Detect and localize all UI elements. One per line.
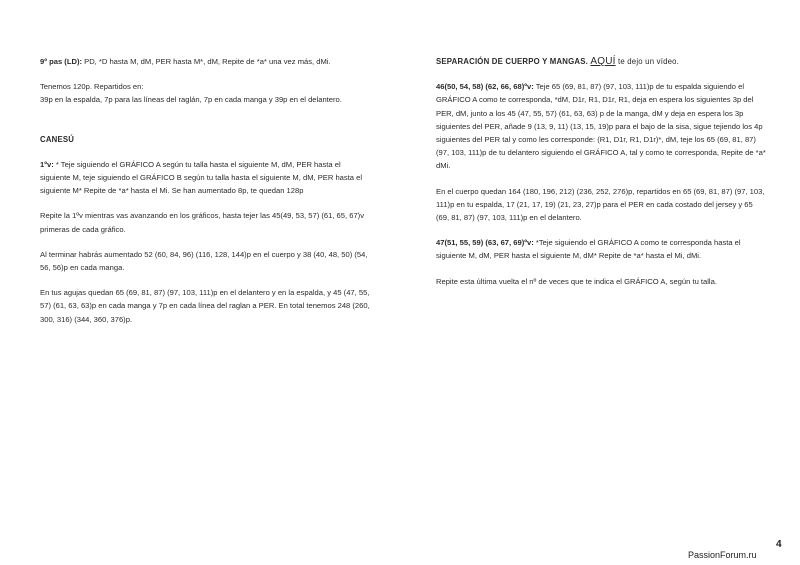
round-1-text: * Teje siguiendo el GRÁFICO A según tu talla hasta el siguiente M, dM, PER hasta el siguiente M, teje siguiendo el GRÁFICO B según tu talla hasta el siguiente M, dM, PER hasta el siguiente M* Repite de *a* hasta el Mi. Se han aumentado 8p, te quedan 128p (40, 159, 363, 196)
section-heading-separation (436, 55, 766, 68)
row-9-label: 9º pas (LD): (40, 57, 83, 66)
page-number: 4 (776, 539, 782, 550)
spacer (40, 119, 370, 133)
watermark: PassionForum.ru (688, 550, 757, 560)
round-1-paragraph (40, 158, 370, 198)
separation-heading-text: SEPARACIÓN DE CUERPO Y MANGAS. (436, 57, 588, 66)
stitch-count-paragraph (40, 80, 370, 106)
round-46-label: 46(50, 54, 58) (62, 66, 68)ºv: (436, 82, 534, 92)
round-47-label: 47(51, 55, 59) (63, 67, 69)ºv: (436, 238, 534, 248)
video-link[interactable]: AQUÍ (590, 56, 616, 67)
needles-paragraph: En tus agujas quedan 65 (69, 81, 87) (97, 103, 111)p en el delantero y en la espalda, y 45 (47, 55, 57) (61, 63, 63)p en cada manga y 7p en cada línea del raglan a PER. En total tenemos 248 (260, 300, 316) (344, 360, 376)p. (40, 288, 370, 324)
round-1-label: 1ºv: (40, 159, 54, 169)
body-count-paragraph: En el cuerpo quedan 164 (180, 196, 212) (236, 252, 276)p, repartidos en 65 (69, 81, 87) (97, 103, 111)p en tu espalda, 17 (21, 17, 19) (21, 23, 27)p para el PER en cada costado del jersey y 65 (69, 81, 87) (97, 103, 111)p en el delantero. (436, 186, 765, 223)
round-46-paragraph (436, 80, 766, 172)
increase-paragraph: Al terminar habrás aumentado 52 (60, 84, 96) (116, 128, 144)p en el cuerpo y 38 (40, 48, 50) (54, 56, 56)p en cada manga. (40, 249, 368, 273)
round-47-paragraph (436, 236, 766, 262)
row-9-paragraph (40, 55, 370, 68)
row-9-text: PD, *D hasta M, dM, PER hasta M*, dM, Repite de *a* una vez más, dMi. (82, 57, 331, 66)
round-47-text: *Teje siguiendo el GRÁFICO A como te corresponda hasta el siguiente M, dM, PER hasta el siguiente M, dM* Repite de *a* hasta el Mi, dMi. (436, 238, 741, 261)
stitch-count-line2: 39p en la espalda, 7p para las líneas del raglán, 7p en cada manga y 39p en el delantero. (40, 95, 342, 105)
repeat-paragraph: Repite la 1ºv mientras vas avanzando en los gráficos, hasta tejer las 45(49, 53, 57) (61, 65, 67)v primeras de cada gráfico. (40, 211, 364, 234)
video-link-tail: te dejo un vídeo. (615, 57, 680, 66)
left-column (40, 55, 370, 338)
repeat-last-paragraph: Repite esta última vuelta el nº de veces que te indica el GRÁFICO A, según tu talla. (436, 276, 717, 286)
right-column (436, 55, 766, 300)
round-46-text: Teje 65 (69, 81, 87) (97, 103, 111)p de tu espalda siguiendo el GRÁFICO A como te corresponda, *dM, D1r, R1, D1r, R1, deja en espera los siguientes 3p del PER, dM, junto a los 45 (47, 55, 57) (61, 63, 63) p de la manga, dM y deja en espera los 3p siguientes del PER, añade 9 (13, 9, 11) (13, 15, 19)p para el bajo de la sisa, sigue tejiendo los 4p siguientes del PER tal y como les corresponde: (R1, D1r, R1, D1r)*, dM, teje los 65 (69, 81, 87) (97, 103, 111)p de tu delantero siguiendo el GRÁFICO A, tal y como te corresponda, Repite de *a* dMi. (436, 82, 766, 171)
stitch-count-line1: Tenemos 120p. Repartidos en: (40, 82, 144, 92)
section-heading-canesu: CANESÚ (40, 134, 75, 144)
